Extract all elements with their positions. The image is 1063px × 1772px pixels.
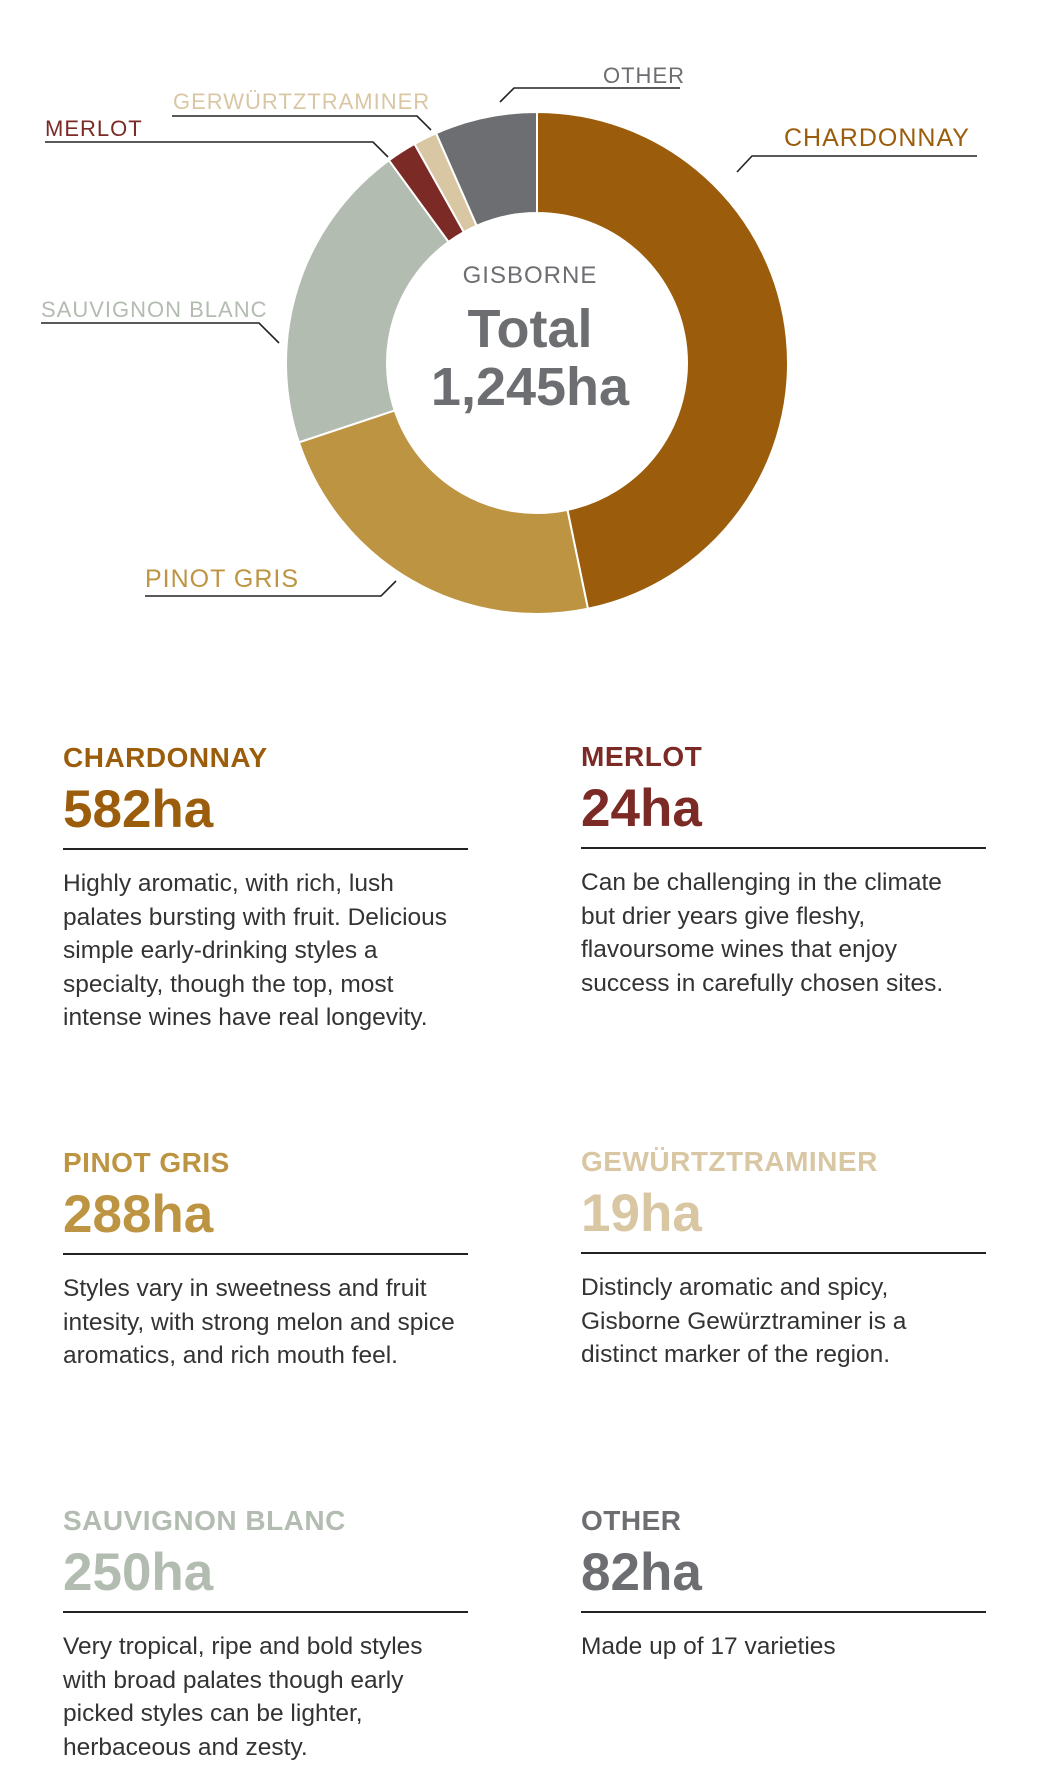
center-region-label: GISBORNE — [462, 262, 598, 289]
card-sauvignon-blanc — [63, 1503, 468, 1764]
label-chardonnay: CHARDONNAY — [784, 124, 970, 152]
card-value: 288ha — [63, 1185, 214, 1244]
center-total-value: 1,245ha — [430, 357, 630, 417]
card-chardonnay — [63, 740, 468, 1035]
card-value: 82ha — [581, 1543, 702, 1602]
card-divider — [63, 1611, 468, 1613]
card-title: GEWÜRTZTRAMINER — [581, 1146, 878, 1177]
card-divider — [581, 847, 986, 849]
label-other: OTHER — [603, 63, 685, 88]
card-divider — [63, 848, 468, 850]
card-divider — [581, 1611, 986, 1613]
card-value: 19ha — [581, 1184, 702, 1243]
card-title: PINOT GRIS — [63, 1147, 230, 1178]
label-pinot-gris: PINOT GRIS — [145, 565, 300, 593]
card-description: Highly aromatic, with rich, lush palates bursting with fruit. Delicious simple early-drinking styles a specialty, though the top, most intense wines have real longevity. — [63, 870, 448, 1031]
label-sauvignon-blanc: SAUVIGNON BLANC — [41, 297, 268, 322]
card-other — [581, 1503, 986, 1664]
card-divider — [63, 1253, 468, 1255]
card-divider — [581, 1252, 986, 1254]
card-title: CHARDONNAY — [63, 742, 268, 773]
leader-line-chardonnay — [737, 156, 977, 172]
leader-line-gewurztraminer — [172, 116, 431, 130]
slice-pinot-gris — [299, 410, 588, 614]
center-total-label: Total — [467, 299, 593, 359]
card-value: 24ha — [581, 779, 702, 838]
card-description: Can be challenging in the climate but drier years give fleshy, flavoursome wines that enjoy success in carefully chosen sites. — [581, 869, 944, 997]
card-merlot — [581, 739, 986, 1000]
card-description: Distincly aromatic and spicy, Gisborne Gewürztraminer is a distinct marker of the region. — [581, 1274, 907, 1368]
card-title: MERLOT — [581, 741, 703, 772]
leader-line-sauvignon-blanc — [41, 323, 279, 343]
card-description: Styles vary in sweetness and fruit intesity, with strong melon and spice aromatics, and rich mouth feel. — [63, 1275, 455, 1369]
label-merlot: MERLOT — [45, 116, 143, 141]
card-value: 582ha — [63, 780, 214, 839]
card-pinot-gris — [63, 1145, 468, 1373]
donut-chart-area — [0, 0, 1063, 660]
card-gewurztraminer — [581, 1144, 986, 1372]
label-gewurztraminer: GERWÜRTZTRAMINER — [173, 89, 431, 114]
card-description: Very tropical, ripe and bold styles with broad palates though early picked styles can be lighter, herbaceous and zesty. — [63, 1633, 423, 1761]
card-title: OTHER — [581, 1505, 682, 1536]
card-description: Made up of 17 varieties — [581, 1633, 836, 1660]
card-value: 250ha — [63, 1543, 214, 1602]
card-title: SAUVIGNON BLANC — [63, 1505, 346, 1536]
leader-line-other — [500, 88, 680, 102]
leader-line-merlot — [45, 142, 388, 157]
